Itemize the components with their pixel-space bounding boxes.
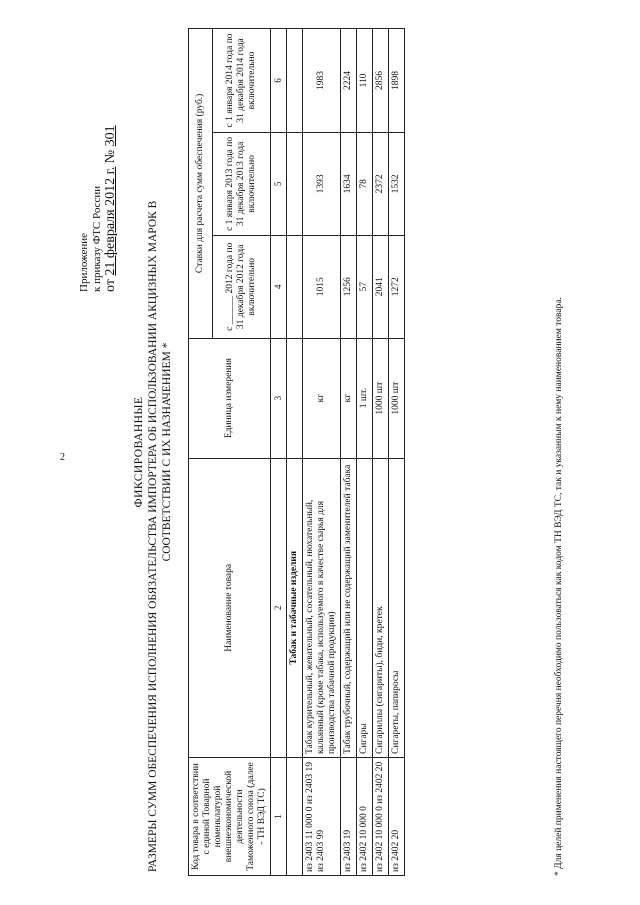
row-name: Табак трубочный, содержащий или не содержащий заменителей табака (341, 458, 357, 757)
appendix-line1: Приложение (78, 232, 90, 292)
row-code: из 2402 20 (389, 758, 405, 876)
row-rate-2013: 78 (357, 132, 373, 235)
row-rate-2014: 1983 (303, 29, 341, 133)
table-row (303, 29, 341, 876)
title-line2: РАЗМЕРЫ СУММ ОБЕСПЕЧЕНИЯ ИСПОЛНЕНИЯ ОБЯЗАТЕЛЬСТВА ИМПОРТЕРА ОБ ИСПОЛЬЗОВАНИИ АКЦИЗНЫХ МАРОК В (147, 200, 159, 872)
date-value: 21 февраля 2012 г. (103, 166, 118, 276)
header-row (189, 29, 213, 876)
row-rate-2014: 2224 (341, 29, 357, 133)
row-name: Сигары (357, 458, 373, 757)
column-numbers-row (271, 29, 287, 876)
row-code: из 2402 10 000 0 из 2402 20 (373, 758, 389, 876)
row-rate-2014: 1898 (389, 29, 405, 133)
rotated-sheet (60, 12, 580, 892)
header-period3: с 1 января 2014 года по 31 декабря 2014 года включительно (213, 29, 271, 133)
appendix-date-line (104, 32, 117, 292)
row-rate-2013: 1393 (303, 132, 341, 235)
row-rate-2012: 2041 (373, 235, 389, 338)
header-period2: с 1 января 2013 года по 31 декабря 2013 года включительно (213, 132, 271, 235)
title-line3: СООТВЕТСТВИИ С ИХ НАЗНАЧЕНИЕМ * (161, 342, 173, 562)
number-value: 301 (103, 125, 118, 147)
row-rate-2012: 1256 (341, 235, 357, 338)
row-code: из 2403 11 000 0 из 2403 19 из 2403 99 (303, 758, 341, 876)
table-row (357, 29, 373, 876)
header-unit: Единица измерения (189, 338, 271, 458)
row-rate-2012: 57 (357, 235, 373, 338)
row-unit: 1000 шт (373, 338, 389, 458)
header-period1: с ______ 2012 года по 31 декабря 2012 года включительно (213, 235, 271, 338)
footnote: * Для целей применения настоящего перечня необходимо пользоваться как кодом ТН ВЭД ТС, так и указанным к нему наименованием товара. (554, 297, 564, 876)
row-unit: кг (341, 338, 357, 458)
col-number: 6 (271, 29, 287, 133)
section-row (287, 29, 303, 876)
rates-table (188, 28, 405, 876)
row-rate-2012: 1272 (389, 235, 405, 338)
col-number: 2 (271, 458, 287, 757)
row-rate-2013: 2372 (373, 132, 389, 235)
col-number: 5 (271, 132, 287, 235)
document-title (132, 32, 174, 872)
title-line1: ФИКСИРОВАННЫЕ (133, 396, 145, 508)
row-rate-2012: 1015 (303, 235, 341, 338)
row-code: из 2402 10 000 0 (357, 758, 373, 876)
section-title: Табак и табачные изделия (287, 458, 303, 757)
header-code: Код товара в соответствии с единой Товарной номенклатурой внешнеэкономической деятельности Таможенного союза (далее - ТН ВЭД ТС) (189, 758, 271, 876)
row-rate-2013: 1634 (341, 132, 357, 235)
appendix-block (78, 32, 117, 292)
row-name: Сигареты, папиросы (389, 458, 405, 757)
row-rate-2014: 110 (357, 29, 373, 133)
header-name: Наименование товара (189, 458, 271, 757)
row-code: из 2403 19 (341, 758, 357, 876)
table-row (389, 29, 405, 876)
col-number: 1 (271, 758, 287, 876)
row-unit: 1000 шт (389, 338, 405, 458)
appendix-line2: к приказу ФТС России (91, 185, 103, 292)
col-number: 4 (271, 235, 287, 338)
page-number: 2 (60, 452, 65, 463)
table-row (373, 29, 389, 876)
row-name: Табак курительный, жевательный, сосательный, нюхательный, кальянный (кроме табака, используемого в качестве сырья для производства табачной продукции) (303, 458, 341, 757)
row-unit: 1 шт. (357, 338, 373, 458)
row-name: Сигариллы (сигариты), биди, кретек (373, 458, 389, 757)
row-rate-2013: 1532 (389, 132, 405, 235)
row-unit: кг (303, 338, 341, 458)
number-prefix: № (103, 149, 118, 164)
header-rates-group: Ставки для расчета сумм обеспечения (руб.) (189, 29, 213, 339)
row-rate-2014: 2856 (373, 29, 389, 133)
col-number: 3 (271, 338, 287, 458)
date-prefix: от (103, 279, 118, 292)
table-row (341, 29, 357, 876)
